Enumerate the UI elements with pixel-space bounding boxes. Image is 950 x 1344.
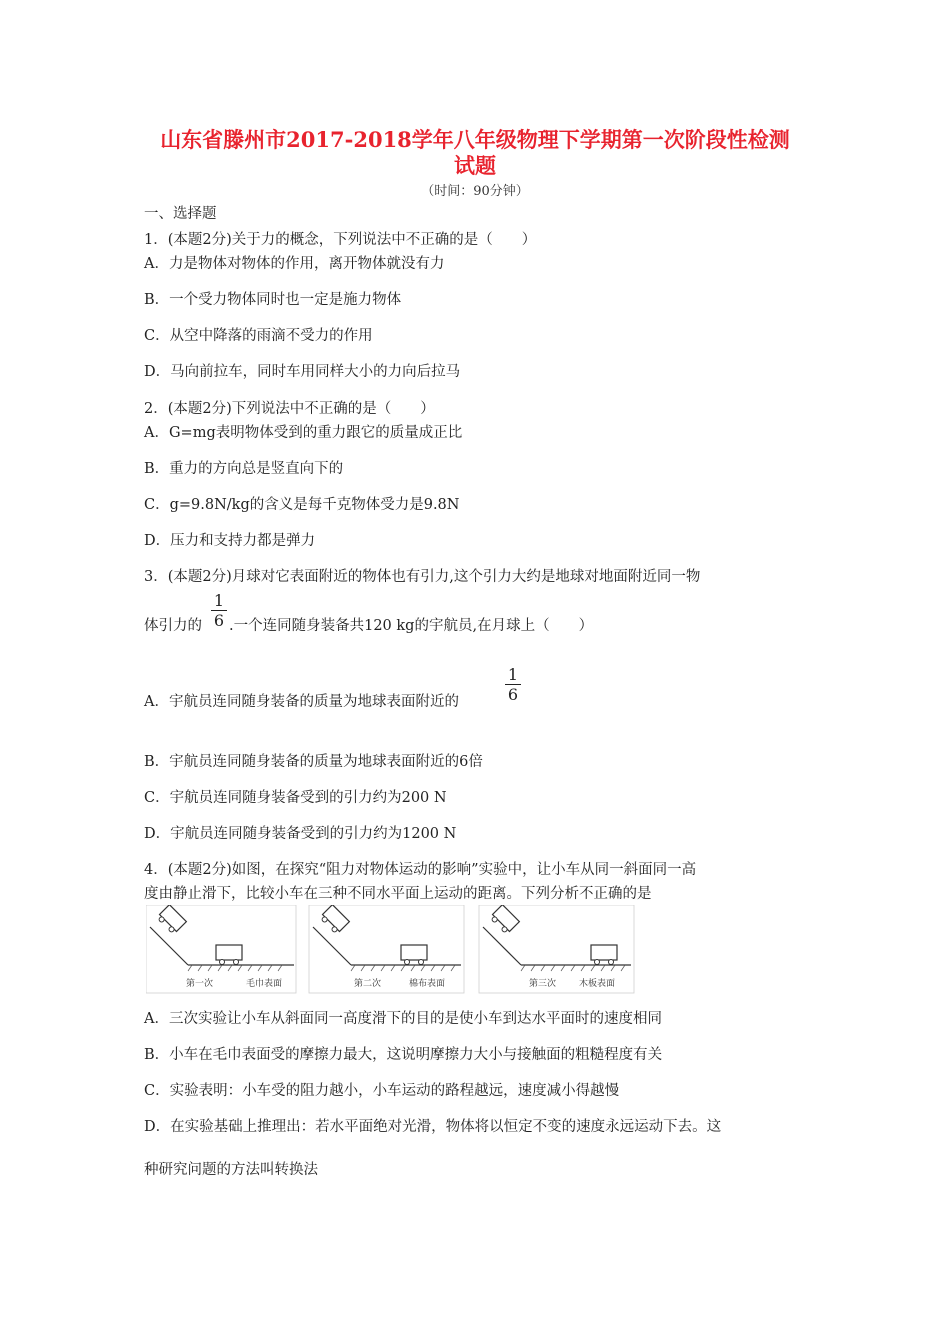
incline-panel-2 <box>309 905 464 993</box>
q3-option-b: B．宇航员连同随身装备的质量为地球表面附近的6倍 <box>144 754 483 770</box>
fraction-denominator: 6 <box>507 685 519 704</box>
q1-option-d: D．马向前拉车，同时车用同样大小的力向后拉马 <box>144 364 461 380</box>
q1-option-b: B．一个受力物体同时也一定是施力物体 <box>144 292 402 308</box>
trial-label-1: 第一次 <box>186 979 214 989</box>
q1-option-c: C．从空中降落的雨滴不受力的作用 <box>144 328 373 344</box>
q2-stem: 2．(本题2分)下列说法中不正确的是（ ） <box>144 401 435 417</box>
surface-label-3: 木板表面 <box>579 979 616 989</box>
section-heading: 一、选择题 <box>144 206 217 222</box>
q3-option-a: A．宇航员连同随身装备的质量为地球表面附近的 <box>144 694 459 710</box>
q3-fraction-option-a <box>505 666 521 703</box>
q2-option-a: A．G=mg表明物体受到的重力跟它的质量成正比 <box>144 425 463 441</box>
incline-experiment-figure <box>146 905 636 995</box>
q4-option-c: C．实验表明：小车受的阻力越小，小车运动的路程越远，速度减小得越慢 <box>144 1083 620 1099</box>
fraction-numerator: 1 <box>507 665 519 684</box>
fraction-numerator: 1 <box>213 591 225 610</box>
q3-option-d: D．宇航员连同随身装备受到的引力约为1200 N <box>144 826 457 842</box>
fraction-denominator: 6 <box>213 611 225 630</box>
q4-stem-line2: 度由静止滑下，比较小车在三种不同水平面上运动的距离。下列分析不正确的是 <box>144 886 652 902</box>
q2-option-b: B．重力的方向总是竖直向下的 <box>144 461 344 477</box>
document-title-line2: 试题 <box>454 153 496 178</box>
q1-stem: 1．(本题2分)关于力的概念，下列说法中不正确的是（ ） <box>144 232 537 248</box>
incline-panel-1 <box>146 905 296 993</box>
surface-label-1: 毛巾表面 <box>246 979 283 989</box>
q1-option-a: A．力是物体对物体的作用，离开物体就没有力 <box>144 256 445 272</box>
q2-option-c: C．g=9.8N/kg的含义是每千克物体受力是9.8N <box>144 497 460 513</box>
incline-panel-3 <box>479 905 634 993</box>
time-note: （时间：90分钟） <box>421 184 529 199</box>
trial-label-3: 第三次 <box>529 979 557 989</box>
q4-stem-line1: 4．(本题2分)如图，在探究“阻力对物体运动的影响”实验中，让小车从同一斜面同一高 <box>144 862 697 878</box>
q3-stem-line2-part1: 体引力的 <box>144 618 202 634</box>
trial-label-2: 第二次 <box>354 979 382 989</box>
q3-stem-line1: 3．(本题2分)月球对它表面附近的物体也有引力,这个引力大约是地球对地面附近同一物 <box>144 569 701 585</box>
q3-stem-line2-part2: .一个连同随身装备共120 kg的宇航员,在月球上（ ） <box>229 618 594 634</box>
q3-fraction-stem <box>211 592 227 629</box>
q3-option-c: C．宇航员连同随身装备受到的引力约为200 N <box>144 790 447 806</box>
surface-label-2: 棉布表面 <box>409 979 446 989</box>
q2-option-d: D．压力和支持力都是弹力 <box>144 533 316 549</box>
q4-option-b: B．小车在毛巾表面受的摩擦力最大，这说明摩擦力大小与接触面的粗糙程度有关 <box>144 1047 663 1063</box>
q4-option-d-line1: D．在实验基础上推理出：若水平面绝对光滑，物体将以恒定不变的速度永远运动下去。这 <box>144 1119 722 1135</box>
q4-option-d-line2: 种研究问题的方法叫转换法 <box>144 1162 318 1178</box>
q4-option-a: A．三次实验让小车从斜面同一高度滑下的目的是使小车到达水平面时的速度相同 <box>144 1011 662 1027</box>
document-title-line1: 山东省滕州市2017-2018学年八年级物理下学期第一次阶段性检测 <box>160 127 790 152</box>
